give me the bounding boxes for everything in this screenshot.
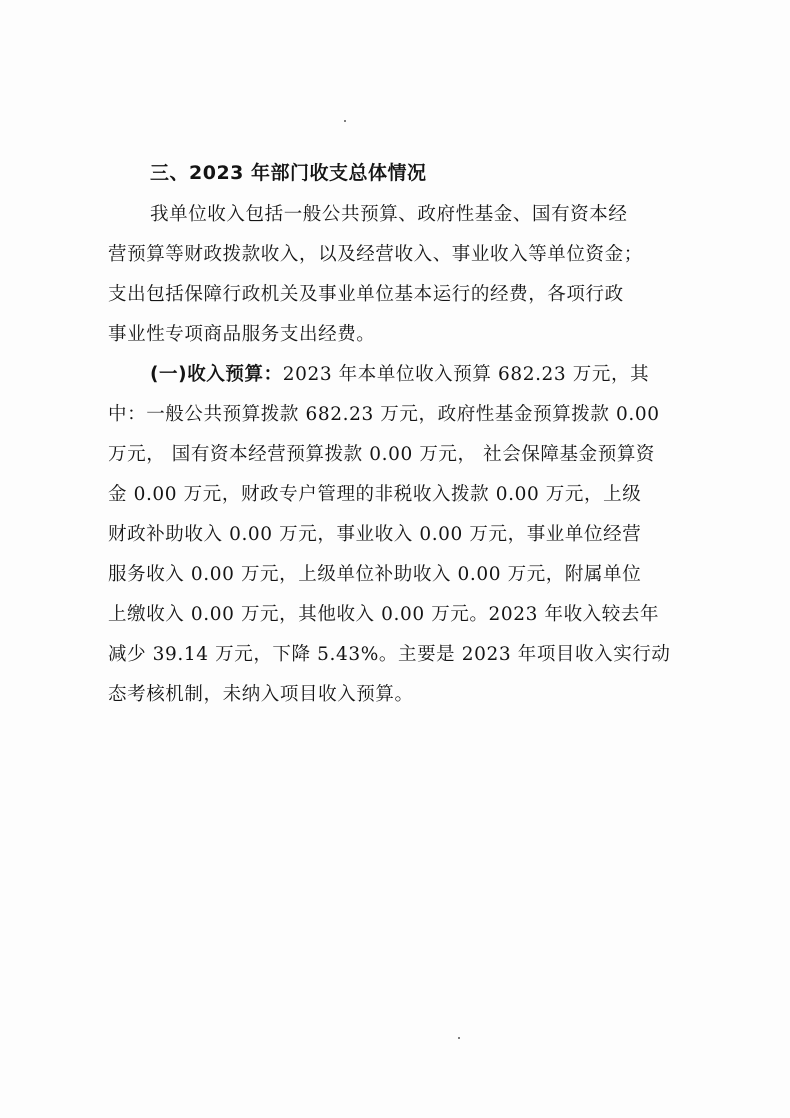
- paragraph-line: 支出包括保障行政机关及事业单位基本运行的经费，各项行政: [108, 284, 624, 305]
- paragraph-line: 减少 39.14 万元，下降 5.43%。主要是 2023 年项目收入实行动: [108, 644, 671, 665]
- paragraph-line: 财政补助收入 0.00 万元，事业收入 0.00 万元，事业单位经营: [108, 524, 642, 545]
- paragraph-line: 金 0.00 万元，财政专户管理的非税收入拨款 0.00 万元，上级: [108, 484, 642, 505]
- paragraph-line: [150, 360, 668, 386]
- paragraph-line: 上缴收入 0.00 万元，其他收入 0.00 万元。2023 年收入较去年: [108, 604, 660, 625]
- income-budget-label: (一)收入预算：: [150, 364, 283, 385]
- scan-speck: [344, 120, 346, 122]
- paragraph-line: 营预算等财政拨款收入，以及经营收入、事业收入等单位资金；: [108, 244, 643, 265]
- section-heading: 三、2023 年部门收支总体情况: [150, 162, 427, 184]
- paragraph-line: 事业性专项商品服务支出经费。: [108, 324, 376, 345]
- paragraph-text: 2023 年本单位收入预算 682.23 万元，其: [282, 364, 650, 385]
- paragraph-line: 中：一般公共预算拨款 682.23 万元，政府性基金预算拨款 0.00: [108, 404, 660, 425]
- paragraph-line: 态考核机制，未纳入项目收入预算。: [108, 684, 414, 705]
- paragraph-line: 万元， 国有资本经营预算拨款 0.00 万元， 社会保障基金预算资: [108, 444, 656, 465]
- paragraph-line: 我单位收入包括一般公共预算、政府性基金、国有资本经: [150, 204, 628, 225]
- scan-speck: [458, 1037, 460, 1039]
- paragraph-line: 服务收入 0.00 万元，上级单位补助收入 0.00 万元，附属单位: [108, 564, 642, 585]
